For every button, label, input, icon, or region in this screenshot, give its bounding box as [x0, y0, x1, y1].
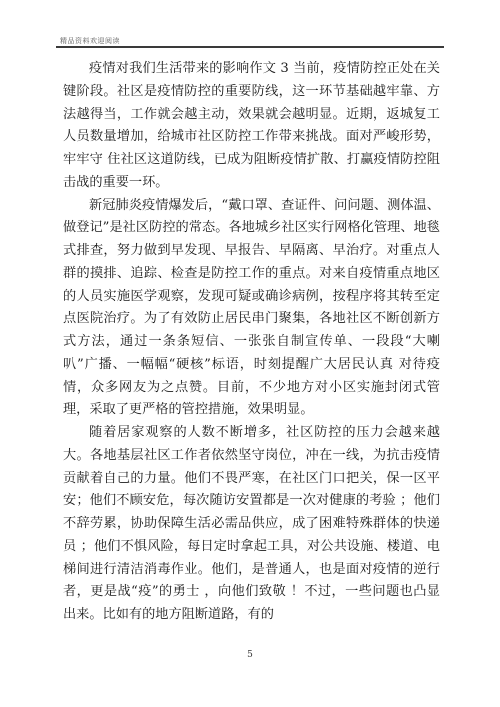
page-number: 5 — [247, 650, 253, 660]
paragraph-1: 疫情对我们生活带来的影响作文 3 当前，疫情防控正处在关键阶段。社区是疫情防控的重要防线，这一环节基础越牢靠、方法越得当，工作就会越主动，效果就会越明显。近期，返城复工人员数量增加，给城市社区防控工作带来挑战。面对严峻形势，牢牢守 住社区这道防线，已成为阻断疫情扩散、打赢疫情防控阻击战的重要一环。 — [63, 61, 440, 190]
header-divider — [56, 46, 444, 48]
paragraph-2: 新冠肺炎疫情爆发后，“戴口罩、查证件、问问题、测体温、做登记”是社区防控的常态。各地城乡社区实行网格化管理、地毯式排查，努力做到早发现、早报告、早隔离、早治疗。对重点人群的摸排、追踪、检查是防控工作的重点。对来自疫情重点地区的人员实施医学观察，发现可疑或确诊病例，按程序将其转至定点医院治疗。为了有效防止居民串门聚集，各地社区不断创新方式方法，通过一条条短信、一张张自制宣传单、一段段“大喇叭”广播、一幅幅“硬核”标语，时刻提醒广大居民认真 对待疫情，众多网友为之点赞。目前，不少地方对小区实施封闭式管理，采取了更严格的管控措施，效果明显。 — [63, 197, 440, 418]
document-header-label: 精品资料欢迎阅读 — [60, 37, 120, 45]
paragraph-3: 随着居家观察的人数不断增多，社区防控的压力会越来越大。各地基层社区工作者依然坚守岗位，冲在一线，为抗击疫情贡献着自己的力量。他们不畏严寒，在社区门口把关，保一区平安；他们不顾安危，每次随访安置都是一次对健康的考验 ；他们不辞劳累，协助保障生活必需品供应，成了困难特殊群体的快递员 ；他们不惧风险，每日定时拿起工具，对公共设施、楼道、电梯间进行清洁消毒作业。他们，是普通人，也是面对疫情的逆行者，更是战“疫”的勇士 ，向他们致敬 ！不过，一些问题也凸显出来。比如有的地方阻断道路，有的 — [63, 425, 440, 622]
article-body — [63, 58, 440, 627]
